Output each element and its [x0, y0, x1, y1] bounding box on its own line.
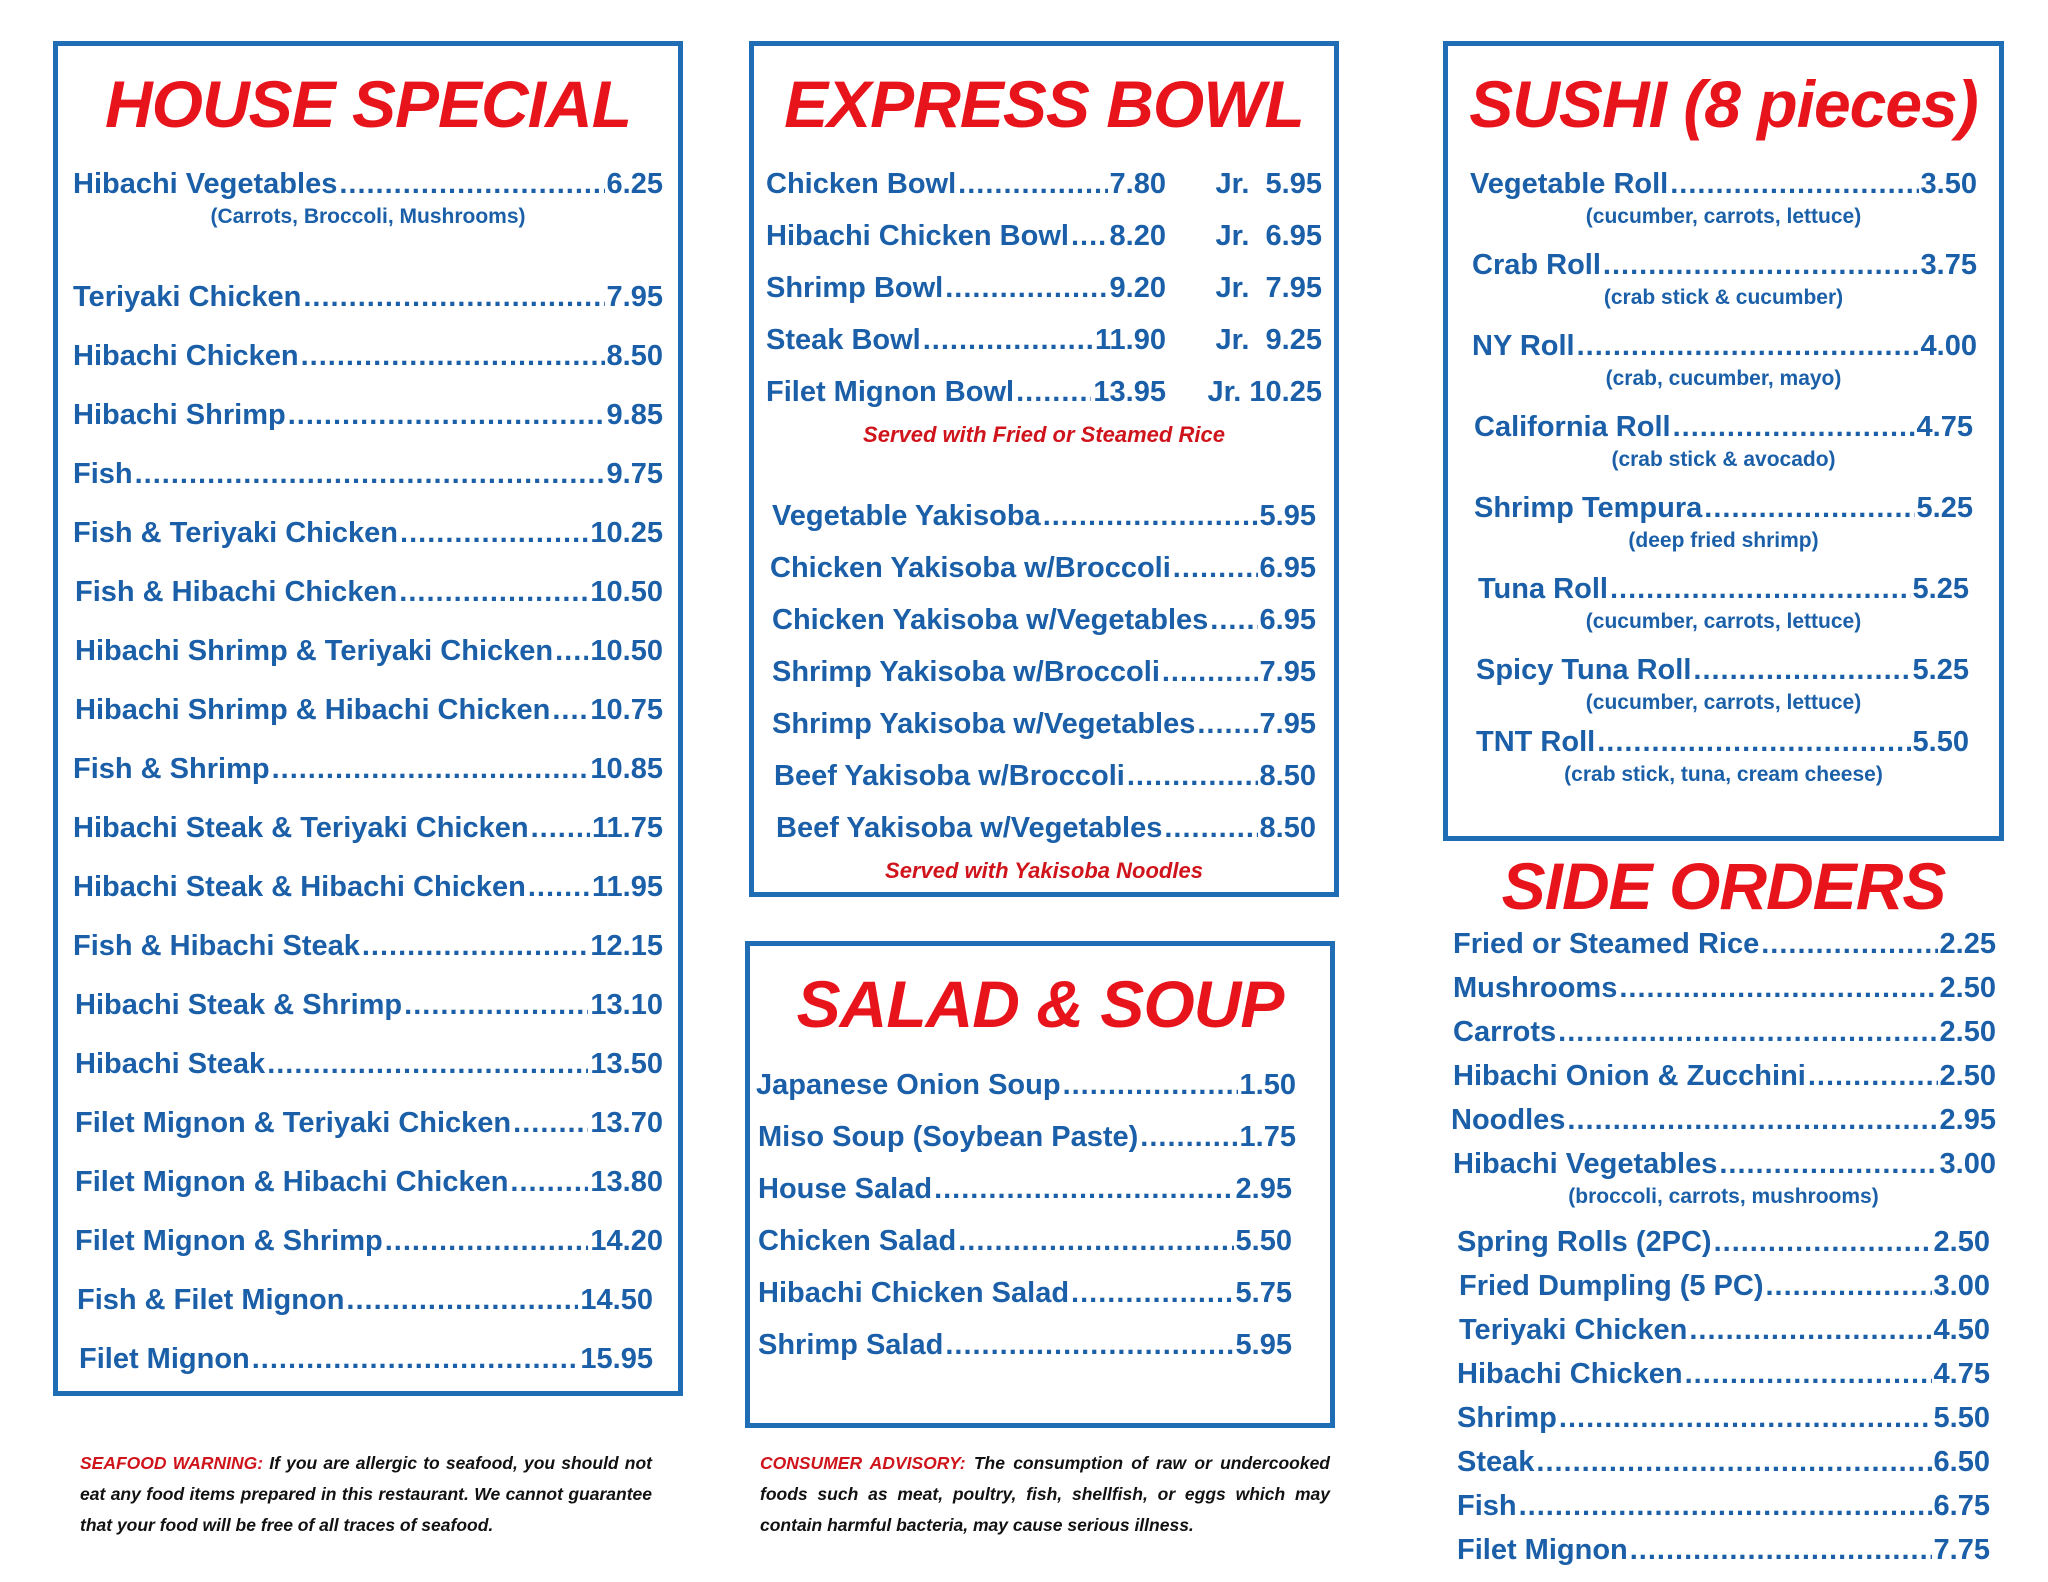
- express-bowl-panel: [749, 41, 1339, 897]
- side-item: Carrots ..... 2.50: [1453, 1018, 1996, 1047]
- salad-soup-item: House Salad ..... 2.95: [758, 1175, 1292, 1204]
- served-with-rice-note: Served with Fried or Steamed Rice: [863, 422, 1225, 447]
- menu-item: Filet Mignon & Shrimp ..... 14.20: [75, 1227, 663, 1256]
- junior-value: 5.95: [1265, 168, 1322, 200]
- menu-item: Hibachi Shrimp ..... 9.85: [73, 401, 663, 430]
- consumer-advisory: [760, 1448, 1330, 1541]
- junior-price: [1216, 222, 1322, 251]
- salad-soup-title: SALAD & SOUP: [796, 967, 1284, 1041]
- sushi-item: Spicy Tuna Roll ..... 5.25: [1476, 656, 1969, 685]
- item-note: (broccoli, carrots, mushrooms): [1568, 1185, 1879, 1208]
- side-item: Fried or Steamed Rice ..... 2.25: [1453, 930, 1996, 959]
- item-note: (crab stick & cucumber): [1603, 286, 1844, 309]
- served-with-noodles-note: Served with Yakisoba Noodles: [885, 858, 1203, 883]
- menu-item: Hibachi Steak & Teriyaki Chicken ..... 11.75: [73, 814, 663, 843]
- salad-soup-panel: [745, 941, 1335, 1428]
- bowl-item: Steak Bowl ..... 11.90: [766, 326, 1166, 355]
- salad-soup-item: Miso Soup (Soybean Paste) ..... 1.75: [758, 1123, 1296, 1152]
- yakisoba-item: Chicken Yakisoba w/Vegetables ..... 6.95: [772, 606, 1316, 635]
- junior-label: Jr.: [1215, 272, 1250, 304]
- sushi-title: SUSHI (8 pieces): [1469, 67, 1978, 141]
- junior-price: [1216, 170, 1322, 199]
- sushi-item: Shrimp Tempura ..... 5.25: [1474, 494, 1973, 523]
- sushi-item: NY Roll ..... 4.00: [1472, 332, 1977, 361]
- side-item: Fried Dumpling (5 PC) ..... 3.00: [1459, 1272, 1990, 1301]
- express-bowl-title: EXPRESS BOWL: [784, 67, 1304, 141]
- junior-value: 6.95: [1265, 220, 1322, 252]
- item-note: (Carrots, Broccoli, Mushrooms): [210, 205, 526, 228]
- yakisoba-item: Beef Yakisoba w/Vegetables ..... 8.50: [776, 814, 1316, 843]
- salad-soup-item: Japanese Onion Soup ..... 1.50: [756, 1071, 1296, 1100]
- side-item: Hibachi Vegetables ..... 3.00: [1453, 1150, 1996, 1179]
- side-item: Fish ..... 6.75: [1457, 1492, 1990, 1521]
- side-item: Noodles ..... 2.95: [1451, 1106, 1996, 1135]
- yakisoba-item: Shrimp Yakisoba w/Broccoli ..... 7.95: [772, 658, 1316, 687]
- yakisoba-item: Vegetable Yakisoba ..... 5.95: [772, 502, 1316, 531]
- menu-item: Fish & Teriyaki Chicken ..... 10.25: [73, 519, 663, 548]
- consumer-advisory-label: CONSUMER ADVISORY:: [760, 1453, 966, 1473]
- bowl-item: Chicken Bowl ..... 7.80: [766, 170, 1166, 199]
- item-note: (crab stick, tuna, cream cheese): [1564, 763, 1883, 786]
- junior-price: [1216, 274, 1322, 303]
- item-note: (deep fried shrimp): [1628, 529, 1819, 552]
- menu-item: Fish ..... 9.75: [73, 460, 663, 489]
- menu-item: Hibachi Steak & Hibachi Chicken ..... 11.95: [73, 873, 663, 902]
- item-note: (cucumber, carrots, lettuce): [1585, 205, 1862, 228]
- side-item: Filet Mignon ..... 7.75: [1457, 1536, 1990, 1565]
- item-note: (cucumber, carrots, lettuce): [1585, 691, 1862, 714]
- consumer-advisory-text: The consumption of raw or undercooked foods such as meat, poultry, fish, shellfish, or eggs which may contain harmful bacteria, may cause serious illness.: [760, 1453, 1330, 1535]
- side-item: Spring Rolls (2PC) ..... 2.50: [1457, 1228, 1990, 1257]
- sushi-item: California Roll ..... 4.75: [1474, 413, 1973, 442]
- junior-label: Jr.: [1215, 324, 1250, 356]
- bowl-item: Filet Mignon Bowl ..... 13.95: [766, 378, 1166, 407]
- sushi-item: Crab Roll ..... 3.75: [1472, 251, 1977, 280]
- salad-soup-item: Chicken Salad ..... 5.50: [758, 1227, 1292, 1256]
- junior-label: Jr.: [1207, 376, 1242, 408]
- side-item: Hibachi Onion & Zucchini ..... 2.50: [1453, 1062, 1996, 1091]
- item-note: (crab, cucumber, mayo): [1605, 367, 1842, 390]
- menu-item: Fish & Hibachi Chicken ..... 10.50: [75, 578, 663, 607]
- side-item: Shrimp ..... 5.50: [1457, 1404, 1990, 1433]
- salad-soup-item: Shrimp Salad ..... 5.95: [758, 1331, 1292, 1360]
- yakisoba-item: Beef Yakisoba w/Broccoli ..... 8.50: [774, 762, 1316, 791]
- item-note: (crab stick & avocado): [1611, 448, 1836, 471]
- house-special-panel: [53, 41, 683, 1396]
- junior-price: [1207, 378, 1322, 407]
- seafood-warning-label: SEAFOOD WARNING:: [80, 1453, 264, 1473]
- menu-item: Hibachi Chicken ..... 8.50: [73, 342, 663, 371]
- side-item: Hibachi Chicken ..... 4.75: [1457, 1360, 1990, 1389]
- menu-item: Teriyaki Chicken ..... 7.95: [73, 283, 663, 312]
- junior-label: Jr.: [1215, 220, 1250, 252]
- yakisoba-item: Shrimp Yakisoba w/Vegetables ..... 7.95: [772, 710, 1316, 739]
- junior-price: [1216, 326, 1322, 355]
- sushi-item: TNT Roll ..... 5.50: [1476, 728, 1969, 757]
- junior-value: 7.95: [1265, 272, 1322, 304]
- menu-item: Hibachi Shrimp & Hibachi Chicken ..... 10.75: [75, 696, 663, 725]
- bowl-item: Hibachi Chicken Bowl ..... 8.20: [766, 222, 1166, 251]
- menu-item: Hibachi Shrimp & Teriyaki Chicken ..... 10.50: [75, 637, 663, 666]
- seafood-warning: [80, 1448, 652, 1541]
- menu-item: Filet Mignon & Hibachi Chicken ..... 13.80: [75, 1168, 663, 1197]
- house-special-title: HOUSE SPECIAL: [104, 67, 632, 141]
- side-item: Mushrooms ..... 2.50: [1453, 974, 1996, 1003]
- item-note: (cucumber, carrots, lettuce): [1585, 610, 1862, 633]
- sushi-item: Tuna Roll ..... 5.25: [1478, 575, 1969, 604]
- sushi-panel: [1443, 41, 2004, 841]
- menu-item: Filet Mignon & Teriyaki Chicken ..... 13.70: [75, 1109, 663, 1138]
- junior-value: 9.25: [1265, 324, 1322, 356]
- seafood-warning-text: If you are allergic to seafood, you should not eat any food items prepared in this restaurant. We cannot guarantee that your food will be free of all traces of seafood.: [80, 1453, 652, 1535]
- yakisoba-item: Chicken Yakisoba w/Broccoli ..... 6.95: [770, 554, 1316, 583]
- junior-value: 10.25: [1249, 376, 1322, 408]
- side-orders-title: SIDE ORDERS: [1501, 849, 1946, 923]
- bowl-item: Shrimp Bowl ..... 9.20: [766, 274, 1166, 303]
- side-item: Teriyaki Chicken ..... 4.50: [1459, 1316, 1990, 1345]
- side-item: Steak ..... 6.50: [1457, 1448, 1990, 1477]
- junior-label: Jr.: [1215, 168, 1250, 200]
- menu-item: Filet Mignon ..... 15.95: [79, 1345, 653, 1374]
- side-orders-section: [1443, 840, 2004, 1582]
- sushi-item: Vegetable Roll ..... 3.50: [1470, 170, 1977, 199]
- menu-item: Fish & Hibachi Steak ..... 12.15: [73, 932, 663, 961]
- menu-item: Hibachi Steak ..... 13.50: [75, 1050, 663, 1079]
- menu-item: Fish & Shrimp ..... 10.85: [73, 755, 663, 784]
- menu-item: Hibachi Steak & Shrimp ..... 13.10: [75, 991, 663, 1020]
- menu-item: Fish & Filet Mignon ..... 14.50: [77, 1286, 653, 1315]
- salad-soup-item: Hibachi Chicken Salad ..... 5.75: [758, 1279, 1292, 1308]
- menu-item: Hibachi Vegetables ..... 6.25: [73, 170, 663, 199]
